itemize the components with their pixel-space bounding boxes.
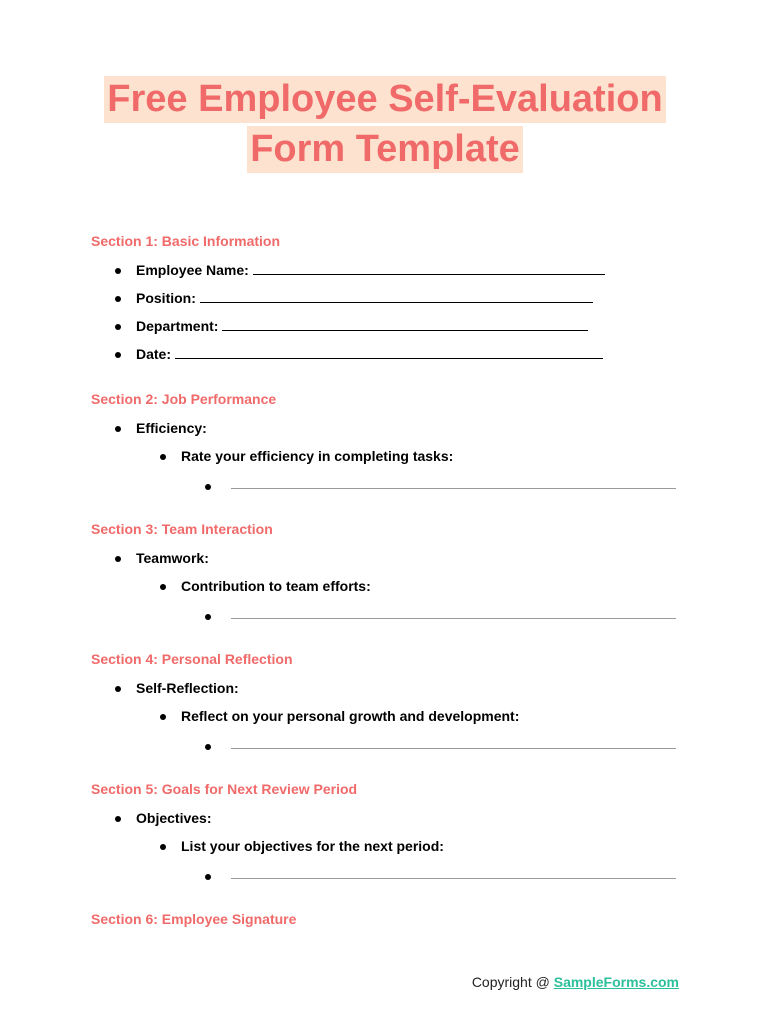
section-1-heading: Section 1: Basic Information <box>91 233 281 249</box>
self-reflection-item: Self-Reflection: <box>136 680 239 696</box>
department-label: Department: <box>136 318 219 334</box>
teamwork-prompt: Contribution to team efforts: <box>181 578 371 594</box>
bullet-dot <box>115 296 121 302</box>
section-2-heading: Section 2: Job Performance <box>91 391 277 407</box>
position-field <box>136 290 593 306</box>
objectives-prompt: List your objectives for the next period: <box>181 838 444 854</box>
position-blank[interactable] <box>200 290 593 303</box>
bullet-dot <box>115 426 121 432</box>
bullet-dot <box>160 454 166 460</box>
title-line-2: Form Template <box>247 126 523 173</box>
bullet-dot <box>205 744 211 750</box>
copyright-prefix: Copyright @ <box>471 974 554 990</box>
self-reflection-answer-line[interactable] <box>231 748 676 749</box>
bullet-dot <box>205 614 211 620</box>
bullet-dot <box>205 874 211 880</box>
section-5-heading: Section 5: Goals for Next Review Period <box>91 781 358 797</box>
department-blank[interactable] <box>222 318 588 331</box>
employee-name-blank[interactable] <box>253 262 605 275</box>
efficiency-answer-line[interactable] <box>231 488 676 489</box>
sampleforms-link[interactable]: SampleForms.com <box>553 974 679 990</box>
date-field <box>136 346 603 362</box>
bullet-dot <box>115 268 121 274</box>
bullet-dot <box>205 484 211 490</box>
title-line-1: Free Employee Self-Evaluation <box>104 76 665 123</box>
date-label: Date: <box>136 346 172 362</box>
bullet-dot <box>115 556 121 562</box>
objectives-answer-line[interactable] <box>231 878 676 879</box>
bullet-dot <box>115 816 121 822</box>
copyright-footer <box>472 974 679 990</box>
date-blank[interactable] <box>175 346 603 359</box>
section-6-heading: Section 6: Employee Signature <box>91 911 297 927</box>
section-3-heading: Section 3: Team Interaction <box>91 521 273 537</box>
teamwork-item: Teamwork: <box>136 550 209 566</box>
bullet-dot <box>160 714 166 720</box>
teamwork-answer-line[interactable] <box>231 618 676 619</box>
document-title <box>0 76 770 173</box>
section-4-heading: Section 4: Personal Reflection <box>91 651 293 667</box>
efficiency-item: Efficiency: <box>136 420 207 436</box>
self-reflection-prompt: Reflect on your personal growth and development: <box>181 708 520 724</box>
objectives-item: Objectives: <box>136 810 212 826</box>
bullet-dot <box>160 584 166 590</box>
department-field <box>136 318 588 334</box>
efficiency-prompt: Rate your efficiency in completing tasks: <box>181 448 454 464</box>
position-label: Position: <box>136 290 196 306</box>
bullet-dot <box>115 352 121 358</box>
bullet-dot <box>160 844 166 850</box>
employee-name-label: Employee Name: <box>136 262 249 278</box>
bullet-dot <box>115 324 121 330</box>
employee-name-field <box>136 262 605 278</box>
bullet-dot <box>115 686 121 692</box>
